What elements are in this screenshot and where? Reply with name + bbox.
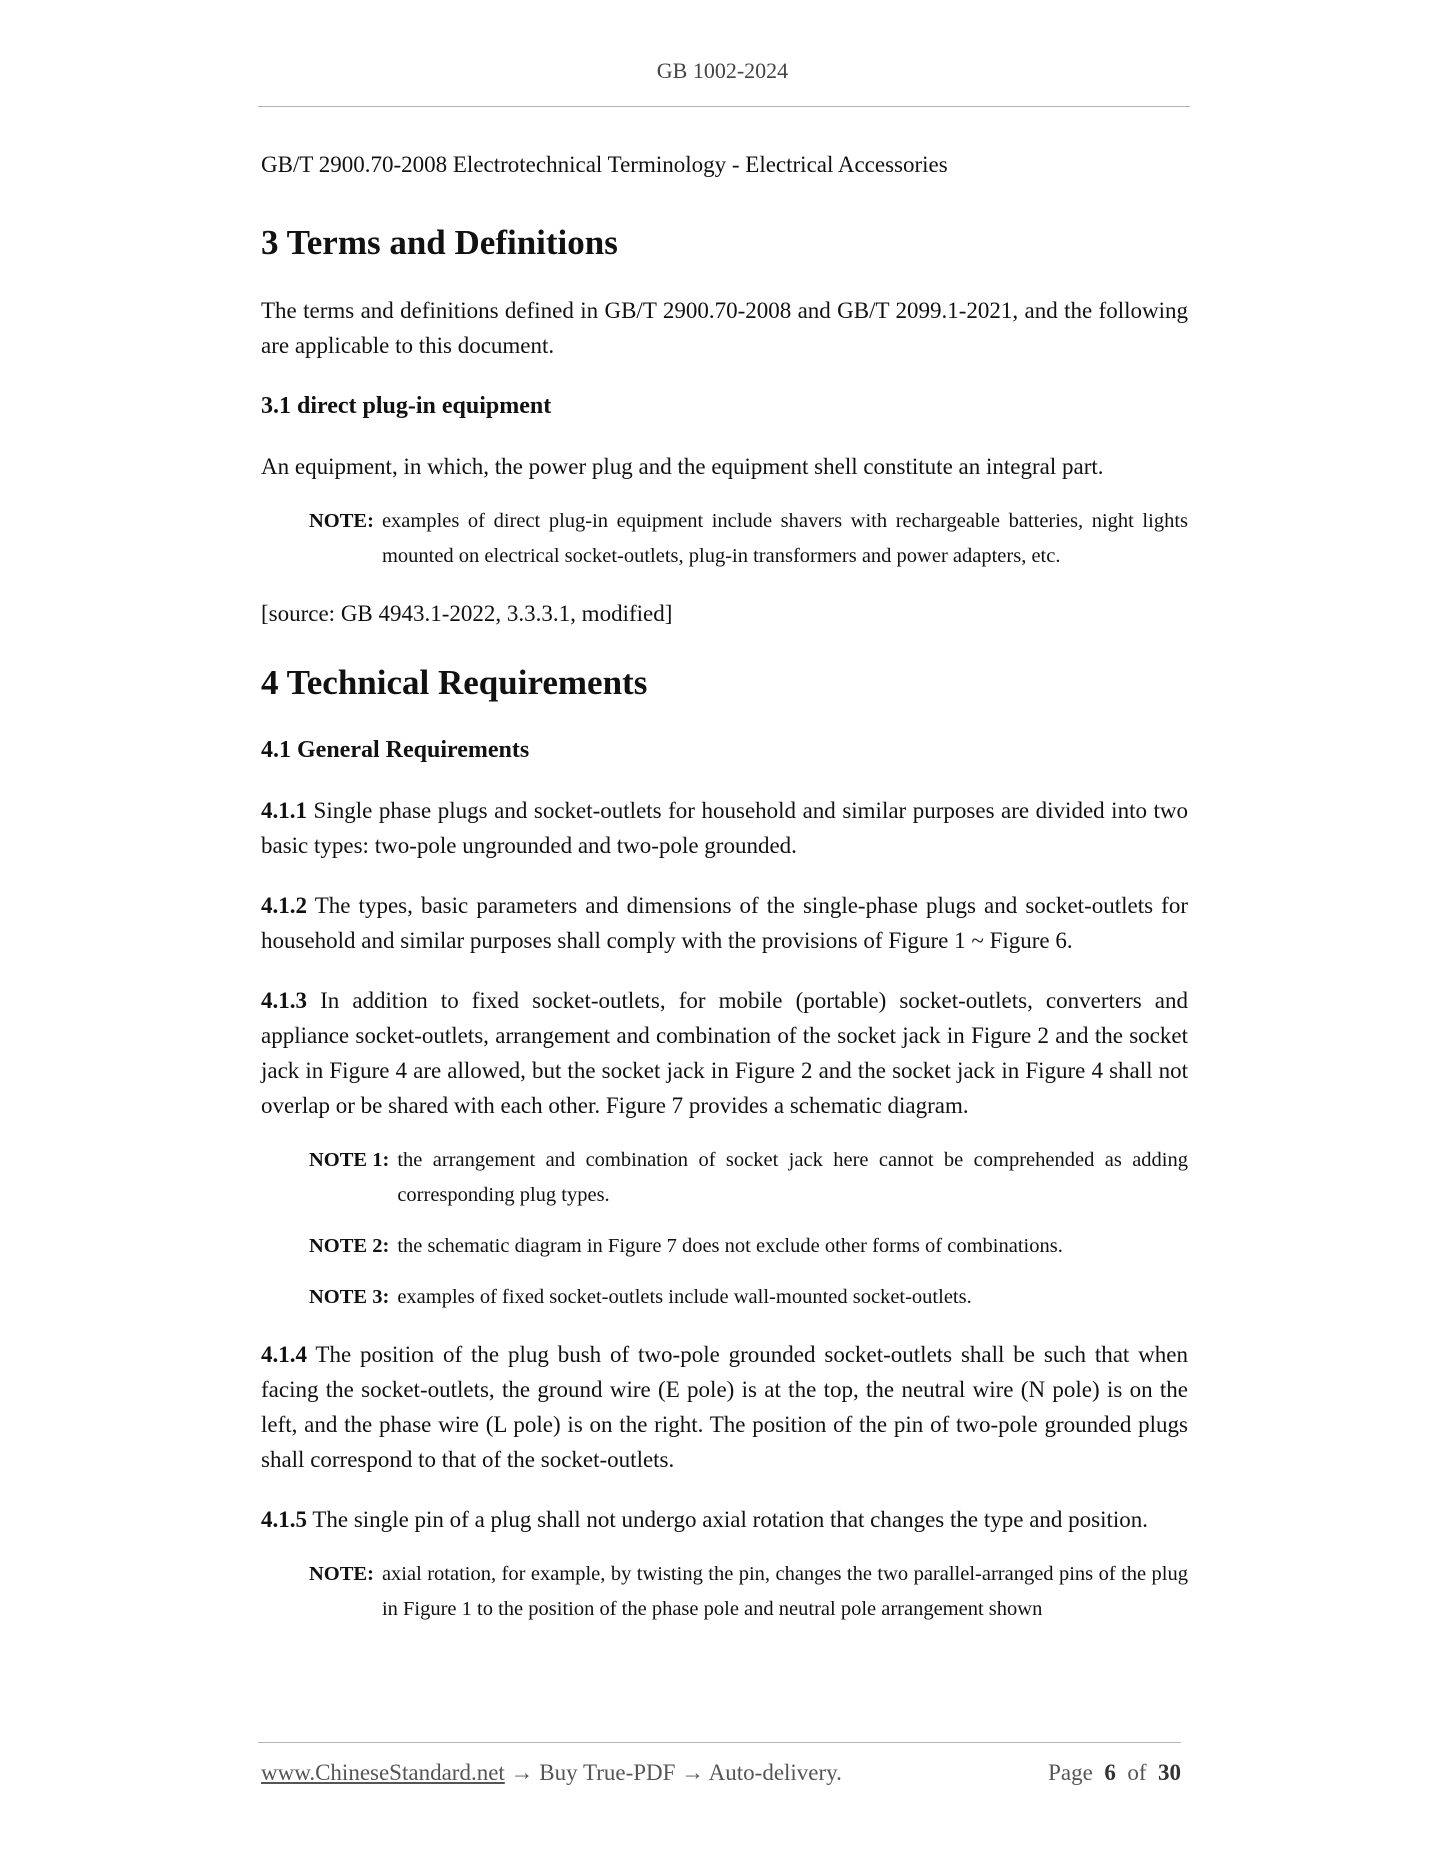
clause-number: 4.1.5 bbox=[261, 1507, 307, 1532]
clause-text: The single pin of a plug shall not undergo axial rotation that changes the type and position. bbox=[307, 1507, 1149, 1532]
clause-text: Single phase plugs and socket-outlets for household and similar purposes are divided into two basic types: two-pole ungrounded and two-pole grounded. bbox=[261, 798, 1188, 858]
clause-number: 4.1.1 bbox=[261, 798, 307, 823]
clause-4-1-4 bbox=[261, 1337, 1188, 1477]
clause-4-1-5 bbox=[261, 1502, 1188, 1537]
clause-text: In addition to fixed socket-outlets, for mobile (portable) socket-outlets, converters and appliance socket-outlets, arrangement and combination of the socket jack in Figure 2 and the socket jack in Figure 4 are allowed, but the socket jack in Figure 2 and the socket jack in Figure 4 shall not overlap or be shared with each other. Figure 7 provides a schematic diagram. bbox=[261, 988, 1188, 1118]
clause-number: 4.1.3 bbox=[261, 988, 307, 1013]
site-link[interactable]: www.ChineseStandard.net bbox=[261, 1760, 505, 1785]
clause-4-1-1 bbox=[261, 793, 1188, 863]
clause-number: 4.1.4 bbox=[261, 1342, 307, 1367]
term-3-1-note bbox=[309, 504, 1188, 574]
page-total: 30 bbox=[1158, 1760, 1181, 1785]
section-4-heading: 4 Technical Requirements bbox=[261, 663, 648, 702]
clause-text: The types, basic parameters and dimensions of the single-phase plugs and socket-outlets for household and similar purposes shall comply with the provisions of Figure 1 ~ Figure 6. bbox=[261, 893, 1188, 953]
section-3-heading: 3 Terms and Definitions bbox=[261, 223, 618, 262]
promo-text: → Buy True-PDF → Auto-delivery. bbox=[504, 1760, 842, 1785]
note-text: the schematic diagram in Figure 7 does not exclude other forms of combinations. bbox=[397, 1235, 1063, 1257]
term-3-1-definition: An equipment, in which, the power plug and the equipment shell constitute an integral part. bbox=[261, 454, 1104, 479]
note-text: examples of direct plug-in equipment include shavers with rechargeable batteries, night lights mounted on electrical socket-outlets, plug-in transformers and power adapters, etc. bbox=[381, 510, 1188, 567]
page-number: 6 bbox=[1104, 1760, 1116, 1785]
note-text: examples of fixed socket-outlets include wall-mounted socket-outlets. bbox=[397, 1286, 972, 1308]
note-text: axial rotation, for example, by twisting the pin, changes the two parallel-arranged pins of the plug in Figure 1 to the position of the phase pole and neutral pole arrangement shown bbox=[381, 1563, 1188, 1620]
note-label: NOTE: bbox=[309, 510, 374, 532]
clause-4-1-2 bbox=[261, 888, 1188, 958]
page-footer bbox=[261, 1760, 1181, 1786]
term-3-1-heading: 3.1 direct plug-in equipment bbox=[261, 393, 552, 419]
footer-divider bbox=[258, 1742, 1181, 1743]
clause-text: The position of the plug bush of two-pole grounded socket-outlets shall be such that when facing the socket-outlets, the ground wire (E pole) is at the top, the neutral wire (N pole) is on the left, and the phase wire (L pole) is on the right. The position of the pin of two-pole grounded plugs shall correspond to that of the socket-outlets. bbox=[261, 1342, 1188, 1472]
of-word: of bbox=[1127, 1760, 1147, 1785]
note-label: NOTE: bbox=[309, 1563, 374, 1585]
note-label: NOTE 2: bbox=[309, 1235, 390, 1257]
clause-4-1-3-note-1 bbox=[309, 1143, 1188, 1213]
note-label: NOTE 1: bbox=[309, 1149, 390, 1171]
footer-promo-line bbox=[261, 1760, 842, 1786]
term-3-1-source: [source: GB 4943.1-2022, 3.3.3.1, modified] bbox=[261, 601, 673, 626]
clause-number: 4.1.2 bbox=[261, 893, 307, 918]
clause-4-1-3-note-2 bbox=[309, 1229, 1188, 1264]
normative-reference-line: GB/T 2900.70-2008 Electrotechnical Terminology - Electrical Accessories bbox=[261, 152, 948, 177]
clause-4-1-3 bbox=[261, 983, 1188, 1123]
subsection-4-1-heading: 4.1 General Requirements bbox=[261, 737, 530, 763]
note-label: NOTE 3: bbox=[309, 1286, 390, 1308]
page-word: Page bbox=[1048, 1760, 1093, 1785]
document-body bbox=[261, 148, 1188, 1627]
page-header: GB 1002-2024 bbox=[656, 58, 789, 83]
note-text: the arrangement and combination of socket jack here cannot be comprehended as adding corresponding plug types. bbox=[397, 1149, 1188, 1206]
clause-4-1-3-note-3 bbox=[309, 1280, 1188, 1315]
page-counter bbox=[1048, 1760, 1181, 1786]
header-divider bbox=[258, 106, 1190, 107]
clause-4-1-5-note bbox=[309, 1557, 1188, 1627]
section-3-intro: The terms and definitions defined in GB/T 2900.70-2008 and GB/T 2099.1-2021, and the following are applicable to this document. bbox=[261, 298, 1188, 358]
